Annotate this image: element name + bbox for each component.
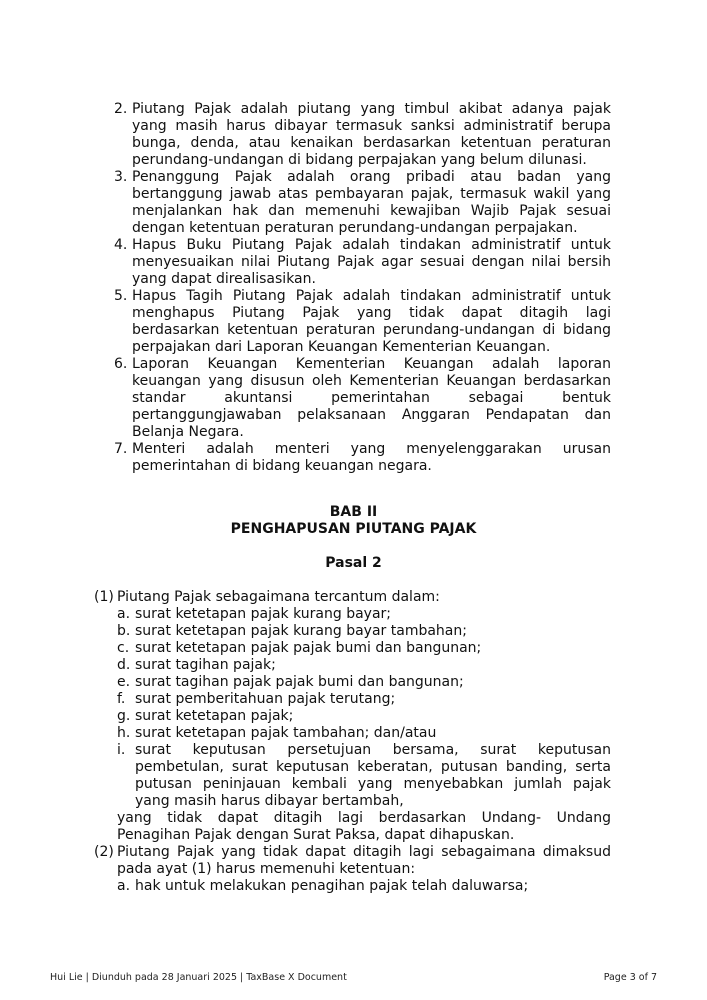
- list-item: [96, 657, 611, 674]
- footer-page-number: Page 3 of 7: [603, 972, 657, 983]
- text-line: berdasarkan ketentuan peraturan perundang-undangan di bidang: [132, 322, 611, 338]
- chapter-number: BAB II: [329, 504, 378, 520]
- text-line: pemerintahan di bidang keuangan negara.: [132, 458, 432, 474]
- item-letter: i.: [117, 742, 126, 758]
- item-number: 3.: [114, 169, 128, 185]
- item-letter: e.: [117, 674, 131, 690]
- definition-item: [114, 169, 611, 237]
- item-letter: a.: [117, 606, 131, 622]
- paragraph-2: [96, 844, 611, 895]
- text-line: keuangan yang disusun oleh Kementerian Keuangan berdasarkan: [132, 373, 611, 389]
- item-letter: h.: [117, 725, 131, 741]
- definition-item: [114, 441, 611, 475]
- list-item: [96, 742, 611, 810]
- item-letter: d.: [117, 657, 131, 673]
- item-number: 4.: [114, 237, 128, 253]
- definition-item: [114, 356, 611, 441]
- text-line: bunga, denda, atau kenaikan berdasarkan ketentuan peraturan: [132, 135, 611, 151]
- text-line: surat ketetapan pajak kurang bayar;: [135, 606, 392, 622]
- text-line: surat ketetapan pajak tambahan; dan/atau: [135, 725, 437, 741]
- item-letter: b.: [117, 623, 131, 639]
- text-line: Penanggung Pajak adalah orang pribadi atau badan yang: [132, 169, 611, 185]
- item-letter: a.: [117, 878, 131, 894]
- text-line: Hapus Buku Piutang Pajak adalah tindakan administratif untuk: [132, 237, 611, 253]
- text-line: pertanggungjawaban pelaksanaan Anggaran Pendapatan dan: [132, 407, 611, 423]
- definition-item: [114, 288, 611, 356]
- text-line: Laporan Keuangan Kementerian Keuangan adalah laporan: [132, 356, 611, 372]
- text-line: yang dapat direalisasikan.: [132, 271, 316, 287]
- text-line: surat ketetapan pajak pajak bumi dan bangunan;: [135, 640, 482, 656]
- item-letter: g.: [117, 708, 131, 724]
- text-line: standar akuntansi pemerintahan sebagai bentuk: [132, 390, 611, 406]
- text-line: surat tagihan pajak;: [135, 657, 276, 673]
- list-item: [96, 708, 611, 725]
- text-line: menyesuaikan nilai Piutang Pajak agar sesuai dengan nilai bersih: [132, 254, 611, 270]
- list-item: [96, 725, 611, 742]
- chapter-title: PENGHAPUSAN PIUTANG PAJAK: [230, 521, 477, 537]
- definition-item: [114, 101, 611, 169]
- text-line: Belanja Negara.: [132, 424, 244, 440]
- text-line: putusan peninjauan kembali yang menyebabkan jumlah pajak: [135, 776, 611, 792]
- list-item: [96, 623, 611, 640]
- text-line: yang masih harus dibayar bertambah,: [135, 793, 404, 809]
- text-line: menjalankan hak dan memenuhi kewajiban Wajib Pajak sesuai: [132, 203, 611, 219]
- text-line: surat ketetapan pajak kurang bayar tambahan;: [135, 623, 467, 639]
- list-item: [96, 640, 611, 657]
- list-item: [96, 878, 611, 895]
- text-line: Piutang Pajak yang tidak dapat ditagih lagi sebagaimana dimaksud: [117, 844, 611, 860]
- footer-download-info: Hui Lie | Diunduh pada 28 Januari 2025 | TaxBase X Document: [50, 972, 347, 983]
- text-line: surat pemberitahuan pajak terutang;: [135, 691, 396, 707]
- item-number: 2.: [114, 101, 128, 117]
- list-item: [96, 691, 611, 708]
- text-line: menghapus Piutang Pajak yang tidak dapat ditagih lagi: [132, 305, 611, 321]
- article-body: [96, 589, 611, 895]
- text-line: surat tagihan pajak pajak bumi dan bangunan;: [135, 674, 464, 690]
- text-line: dengan ketentuan peraturan perundang-undangan perpajakan.: [132, 220, 578, 236]
- item-letter: c.: [117, 640, 130, 656]
- item-letter: f.: [117, 691, 126, 707]
- definitions-list: [114, 101, 611, 475]
- text-line: pada ayat (1) harus memenuhi ketentuan:: [117, 861, 416, 877]
- item-number: 6.: [114, 356, 128, 372]
- text-line: hak untuk melakukan penagihan pajak telah daluwarsa;: [135, 878, 529, 894]
- paragraph-1: [96, 589, 611, 844]
- text-line: surat keputusan persetujuan bersama, surat keputusan: [135, 742, 611, 758]
- text-line: bertanggung jawab atas pembayaran pajak, termasuk wakil yang: [132, 186, 611, 202]
- text-line: Penagihan Pajak dengan Surat Paksa, dapat dihapuskan.: [117, 827, 515, 843]
- article-title: Pasal 2: [325, 555, 382, 571]
- paragraph-number: (1): [94, 589, 114, 605]
- list-item: [96, 674, 611, 691]
- paragraph-number: (2): [94, 844, 114, 860]
- text-line: Piutang Pajak adalah piutang yang timbul akibat adanya pajak: [132, 101, 611, 117]
- text-line: perundang-undangan di bidang perpajakan yang belum dilunasi.: [132, 152, 587, 168]
- item-number: 5.: [114, 288, 128, 304]
- text-line: yang tidak dapat ditagih lagi berdasarkan Undang- Undang: [117, 810, 611, 826]
- text-line: perpajakan dari Laporan Keuangan Kementerian Keuangan.: [132, 339, 551, 355]
- text-line: yang masih harus dibayar termasuk sanksi administratif berupa: [132, 118, 611, 134]
- text-line: surat ketetapan pajak;: [135, 708, 294, 724]
- item-number: 7.: [114, 441, 128, 457]
- text-line: Hapus Tagih Piutang Pajak adalah tindakan administratif untuk: [132, 288, 611, 304]
- text-line: pembetulan, surat keputusan keberatan, putusan banding, serta: [135, 759, 611, 775]
- definition-item: [114, 237, 611, 288]
- text-line: Menteri adalah menteri yang menyelenggarakan urusan: [132, 441, 611, 457]
- paragraph-intro: Piutang Pajak sebagaimana tercantum dalam:: [117, 589, 440, 605]
- list-item: [96, 606, 611, 623]
